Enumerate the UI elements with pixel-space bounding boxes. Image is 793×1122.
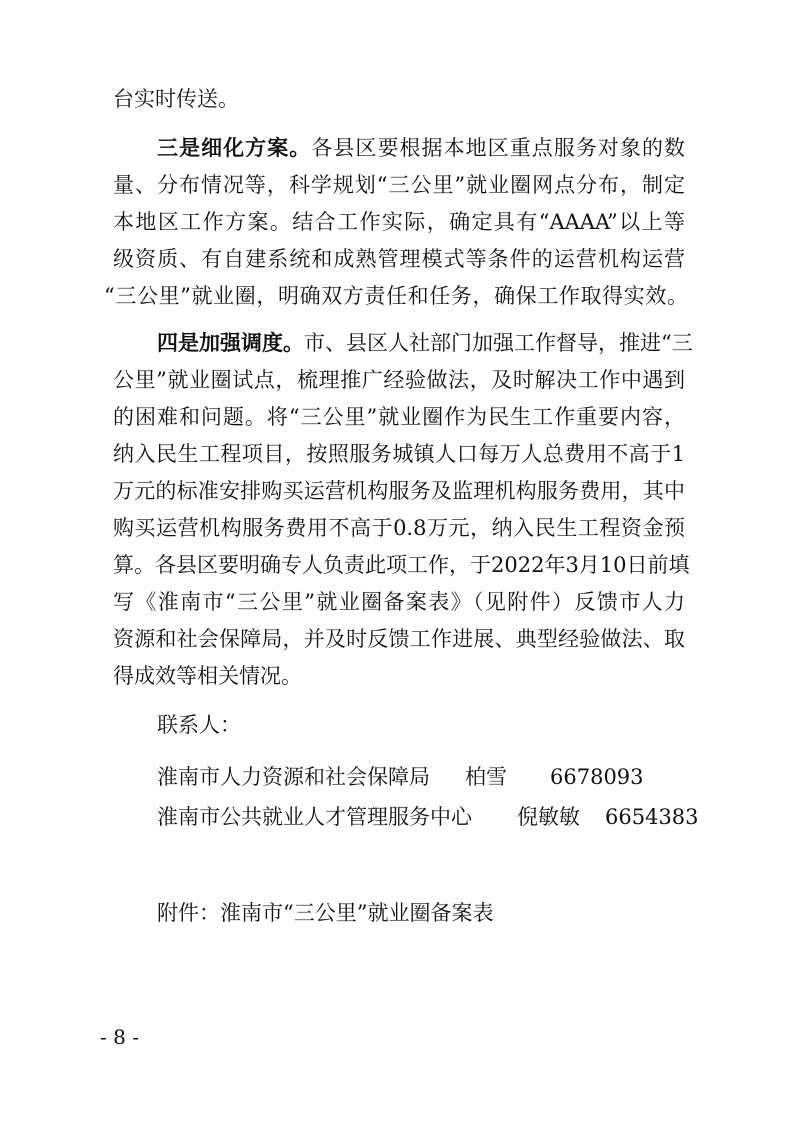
contact-phone: 6654383 bbox=[605, 805, 699, 829]
contact-person: 倪敏敏 bbox=[517, 805, 580, 829]
paragraph-line: “三公里”就业圈，明确双方责任和任务，确保工作取得实效。 bbox=[104, 284, 688, 308]
contact-row bbox=[157, 762, 697, 792]
paragraph-line: 公里”就业圈试点，梳理推广经验做法，及时解决工作中遇到 bbox=[113, 368, 685, 392]
page-number: - 8 - bbox=[100, 1025, 139, 1049]
contact-phone: 6678093 bbox=[550, 765, 644, 789]
contacts-heading: 联系人： bbox=[157, 713, 241, 737]
paragraph-line: 量、分布情况等，科学规划“三公里”就业圈网点分布，制定 bbox=[113, 173, 685, 197]
attachment-note: 附件：淮南市“三公里”就业圈备案表 bbox=[157, 901, 494, 925]
paragraph-line: 台实时传送。 bbox=[113, 87, 239, 111]
paragraph-lead: 三是细化方案。 bbox=[157, 135, 312, 160]
paragraph-line bbox=[157, 133, 685, 163]
paragraph-text: 市、县区人社部门加强工作督导，推进“三 bbox=[304, 331, 693, 355]
paragraph-line: 算。各县区要明确专人负责此项工作，于2022年3月10日前填 bbox=[113, 553, 690, 577]
paragraph-line: 本地区工作方案。结合工作实际，确定具有“AAAA”以上等 bbox=[113, 210, 685, 234]
contact-row bbox=[157, 802, 697, 832]
paragraph-line: 纳入民生工程项目，按照服务城镇人口每万人总费用不高于1 bbox=[113, 442, 685, 466]
paragraph-line: 得成效等相关情况。 bbox=[113, 664, 302, 688]
paragraph-line: 万元的标准安排购买运营机构服务及监理机构服务费用，其中 bbox=[113, 479, 685, 503]
paragraph-line: 的困难和问题。将“三公里”就业圈作为民生工作重要内容， bbox=[113, 405, 685, 429]
contact-org: 淮南市公共就业人才管理服务中心 bbox=[157, 805, 472, 829]
contact-org: 淮南市人力资源和社会保障局 bbox=[157, 765, 430, 789]
paragraph-line: 级资质、有自建系统和成熟管理模式等条件的运营机构运营 bbox=[113, 247, 685, 271]
paragraph-line: 购买运营机构服务费用不高于0.8万元，纳入民生工程资金预 bbox=[113, 516, 685, 540]
paragraph-line bbox=[157, 328, 693, 358]
paragraph-line: 写《淮南市“三公里”就业圈备案表》（见附件）反馈市人力 bbox=[113, 590, 685, 614]
paragraph-line: 资源和社会保障局，并及时反馈工作进展、典型经验做法、取 bbox=[113, 627, 685, 651]
paragraph-text: 各县区要根据本地区重点服务对象的数 bbox=[311, 136, 686, 160]
contact-person: 柏雪 bbox=[465, 765, 507, 789]
paragraph-lead: 四是加强调度。 bbox=[157, 330, 304, 355]
